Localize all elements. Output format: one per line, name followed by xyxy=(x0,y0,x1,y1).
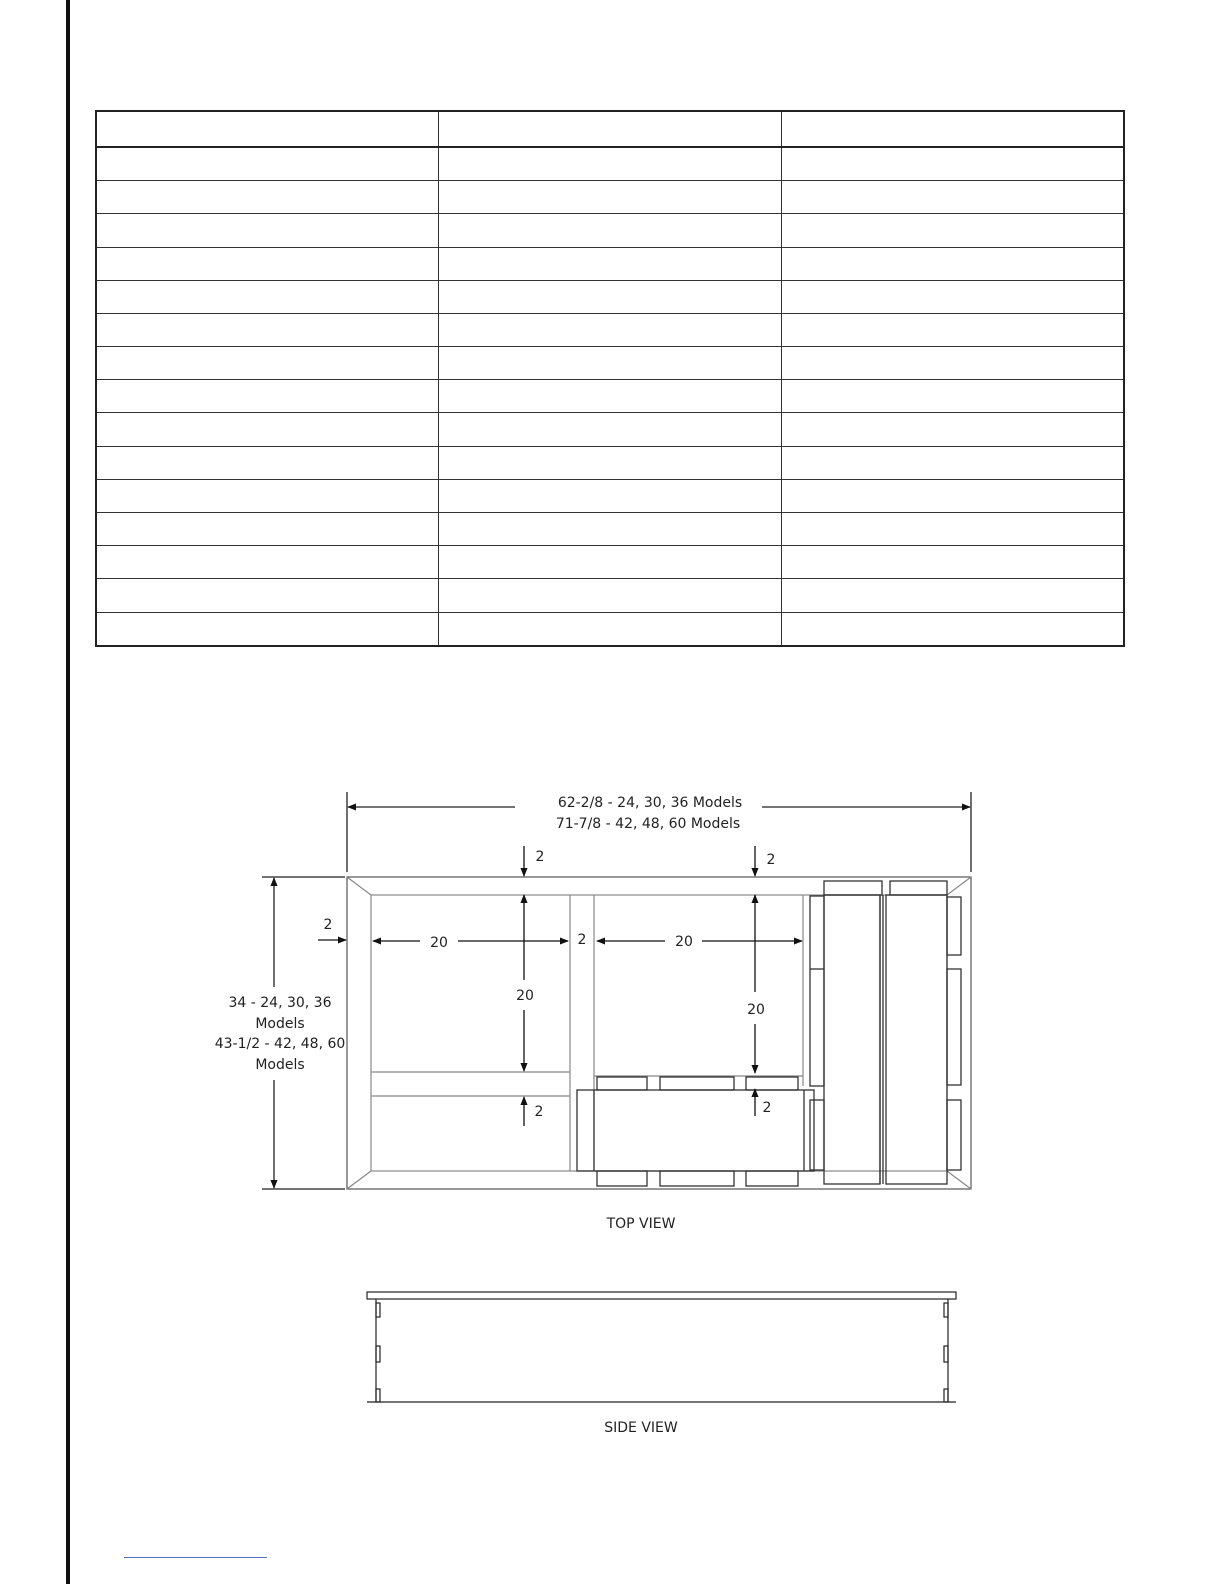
top-view-caption: TOP VIEW xyxy=(606,1216,676,1232)
footer-link-underline xyxy=(124,1557,267,1558)
height-label-line-4: Models xyxy=(255,1057,305,1073)
side-view-drawing xyxy=(367,1292,956,1402)
height-label-line-3: 43-1/2 - 42, 48, 60 xyxy=(214,1036,346,1052)
opening-width-label-right: 20 xyxy=(675,934,693,950)
top-view-frame xyxy=(347,877,971,1189)
clearance-arrows xyxy=(318,846,755,1126)
opening-dimensions xyxy=(373,895,802,1073)
height-dimension xyxy=(262,877,345,1189)
clearance-label-left: 2 xyxy=(323,917,333,933)
opening-height-label-right: 20 xyxy=(747,1002,765,1018)
opening-width-label-left: 20 xyxy=(430,935,448,951)
clearance-label-top-right: 2 xyxy=(766,852,776,868)
clearance-label-bottom-right: 2 xyxy=(762,1100,772,1116)
height-label-line-1: 34 - 24, 30, 36 xyxy=(228,995,332,1011)
opening-height-label-left: 20 xyxy=(516,988,534,1004)
width-label-line-1: 62-2/8 - 24, 30, 36 Models xyxy=(557,795,743,811)
clearance-label-bottom-left: 2 xyxy=(534,1104,544,1120)
height-label-line-2: Models xyxy=(255,1016,305,1032)
clearance-label-divider: 2 xyxy=(577,932,587,948)
side-view-caption: SIDE VIEW xyxy=(604,1420,678,1436)
width-label-line-2: 71-7/8 - 42, 48, 60 Models xyxy=(555,816,741,832)
clearance-label-top-left: 2 xyxy=(535,849,545,865)
top-view-components xyxy=(577,881,961,1186)
